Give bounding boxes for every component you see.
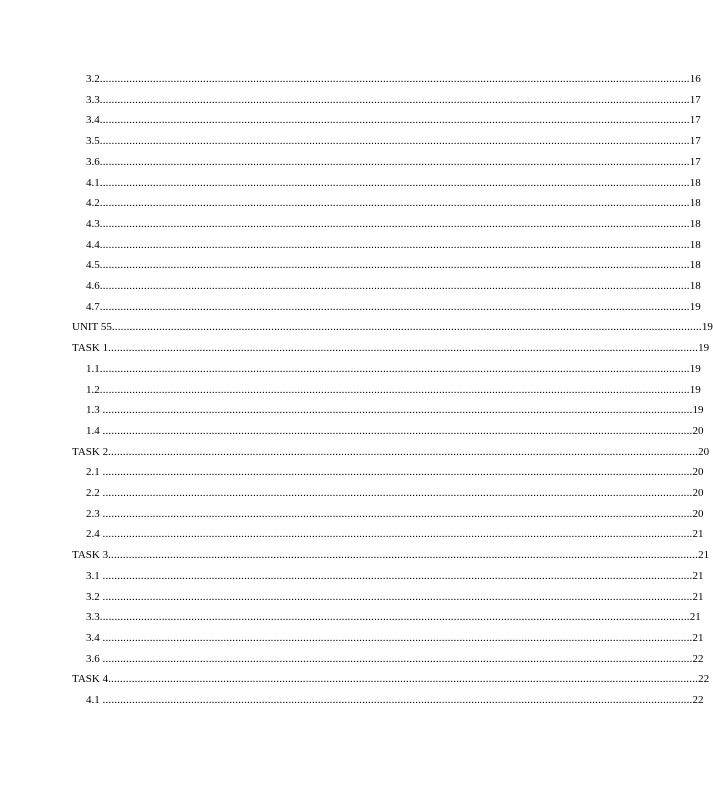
toc-entry-label: 2.1 [86,466,103,479]
toc-entry-label: 4.4 [86,238,100,251]
toc-entry-label: 2.4 [86,528,103,541]
dot-leader: ........................................................................................................................................................................................................ [102,404,693,417]
dot-leader: ........................................................................................................................................................................................................ [99,176,690,189]
toc-entry-page-number: 22 [692,694,704,706]
dot-leader: ........................................................................................................................................................................................................ [108,342,699,355]
toc-entry[interactable] [86,300,701,314]
toc-entry-page-number: 18 [689,259,701,272]
toc-entry[interactable] [86,155,701,169]
toc-entry-page-number: 19 [698,342,710,355]
dot-leader: ........................................................................................................................................................................................................ [108,549,699,562]
toc-entry-label: TASK 4 [72,673,109,686]
toc-entry[interactable] [72,341,710,355]
toc-entry-label: 3.2 [86,73,100,85]
dot-leader: ........................................................................................................................................................................................................ [102,652,693,665]
toc-entry-page-number: 20 [692,487,704,499]
toc-entry-label: 4.1 [86,176,100,189]
toc-entry-page-number: 18 [689,280,701,292]
toc-entry-page-number: 17 [689,114,701,127]
toc-entry-label: 3.3 [86,93,100,106]
toc-entry-label: 1.1 [86,362,100,375]
toc-entry-page-number: 18 [689,176,701,189]
dot-leader: ........................................................................................................................................................................................................ [102,694,693,706]
toc-entry-page-number: 19 [701,321,713,334]
dot-leader: ........................................................................................................................................................................................................ [99,300,690,313]
toc-entry-page-number: 21 [689,611,701,624]
toc-entry[interactable] [86,527,704,541]
toc-entry[interactable] [86,72,701,86]
dot-leader: ........................................................................................................................................................................................................ [102,569,693,582]
toc-entry-page-number: 16 [689,73,701,85]
toc-entry[interactable] [86,258,701,272]
toc-entry[interactable] [86,486,704,500]
toc-entry[interactable] [86,93,701,107]
toc-entry-label: 4.1 [86,694,103,706]
toc-entry-label: 2.2 [86,487,103,499]
dot-leader: ........................................................................................................................................................................................................ [99,114,690,127]
toc-entry-page-number: 18 [689,197,701,210]
dot-leader: ........................................................................................................................................................................................................ [99,197,690,210]
toc-entry-label: TASK 1 [72,342,109,355]
toc-entry-page-number: 22 [692,652,704,665]
dot-leader: ........................................................................................................................................................................................................ [99,362,690,375]
dot-leader: ........................................................................................................................................................................................................ [99,93,690,106]
toc-entry-label: 4.3 [86,217,100,230]
toc-entry-page-number: 17 [689,93,701,106]
toc-entry[interactable] [86,383,701,397]
toc-entry-page-number: 21 [692,631,704,644]
toc-entry[interactable] [86,196,701,210]
dot-leader: ........................................................................................................................................................................................................ [108,445,699,458]
toc-entry-label: 3.2 [86,590,103,603]
toc-entry-page-number: 18 [689,238,701,251]
toc-entry-label: TASK 3 [72,549,109,562]
toc-entry-label: 3.6 [86,652,103,665]
toc-entry-label: 3.4 [86,631,103,644]
dot-leader: ........................................................................................................................................................................................................ [108,673,699,686]
toc-entry[interactable] [86,610,701,624]
toc-entry[interactable] [86,238,701,252]
toc-entry-label: 4.6 [86,280,100,292]
toc-entry-page-number: 21 [692,528,704,541]
dot-leader: ........................................................................................................................................................................................................ [102,424,693,437]
toc-entry[interactable] [86,217,701,231]
toc-entry-page-number: 20 [698,445,710,458]
toc-entry-label: 3.1 [86,569,103,582]
dot-leader: ........................................................................................................................................................................................................ [102,590,693,603]
toc-entry-label: 2.3 [86,507,103,520]
toc-entry[interactable] [86,569,704,583]
toc-entry[interactable] [86,507,704,521]
toc-entry-label: 1.4 [86,424,103,437]
toc-entry-label: 4.5 [86,259,100,272]
toc-entry-label: 1.3 [86,404,103,417]
dot-leader: ........................................................................................................................................................................................................ [99,135,690,148]
toc-entry-label: 4.2 [86,197,100,210]
toc-entry-page-number: 19 [689,300,701,313]
dot-leader: ........................................................................................................................................................................................................ [99,155,690,168]
toc-entry-page-number: 20 [692,466,704,479]
toc-entry[interactable] [86,279,701,293]
toc-entry-page-number: 17 [689,135,701,148]
toc-entry[interactable] [72,320,713,334]
toc-entry-label: 3.6 [86,155,100,168]
toc-entry-page-number: 20 [692,507,704,520]
toc-entry-label: TASK 2 [72,445,109,458]
toc-entry[interactable] [72,445,710,459]
toc-entry[interactable] [72,548,710,562]
toc-entry[interactable] [86,362,701,376]
toc-entry-page-number: 20 [692,424,704,437]
toc-entry-label: 3.4 [86,114,100,127]
toc-entry[interactable] [86,652,704,666]
toc-entry-page-number: 22 [698,673,710,686]
dot-leader: ........................................................................................................................................................................................................ [102,466,693,479]
toc-entry-label: 4.7 [86,300,100,313]
toc-entry-page-number: 17 [689,155,701,168]
toc-entry-page-number: 19 [689,383,701,396]
toc-entry[interactable] [72,672,710,686]
dot-leader: ........................................................................................................................................................................................................ [99,73,690,85]
toc-entry[interactable] [86,631,704,645]
toc-entry[interactable] [86,590,704,604]
toc-entry-label: 1.2 [86,383,100,396]
dot-leader: ........................................................................................................................................................................................................ [99,383,690,396]
toc-entry[interactable] [86,403,704,417]
dot-leader: ........................................................................................................................................................................................................ [99,217,690,230]
dot-leader: ........................................................................................................................................................................................................ [99,259,690,272]
toc-entry[interactable] [86,693,704,707]
toc-entry-page-number: 21 [692,569,704,582]
dot-leader: ........................................................................................................................................................................................................ [102,507,693,520]
toc-entry-page-number: 18 [689,217,701,230]
dot-leader: ........................................................................................................................................................................................................ [99,611,690,624]
toc-entry[interactable] [86,113,701,127]
toc-entry[interactable] [86,176,701,190]
dot-leader: ........................................................................................................................................................................................................ [102,528,693,541]
dot-leader: ........................................................................................................................................................................................................ [102,631,693,644]
toc-entry[interactable] [86,465,704,479]
dot-leader: ........................................................................................................................................................................................................ [99,280,690,292]
dot-leader: ........................................................................................................................................................................................................ [99,238,690,251]
toc-entry-label: 3.3 [86,611,100,624]
toc-entry-label: 3.5 [86,135,100,148]
toc-entry-label: UNIT 55 [72,321,112,334]
toc-entry-page-number: 19 [689,362,701,375]
toc-entry-page-number: 19 [692,404,704,417]
toc-entry-page-number: 21 [692,590,704,603]
dot-leader: ........................................................................................................................................................................................................ [102,487,693,499]
toc-entry[interactable] [86,134,701,148]
dot-leader: ........................................................................................................................................................................................................ [111,321,702,334]
toc-entry-page-number: 21 [698,549,710,562]
toc-entry[interactable] [86,424,704,438]
